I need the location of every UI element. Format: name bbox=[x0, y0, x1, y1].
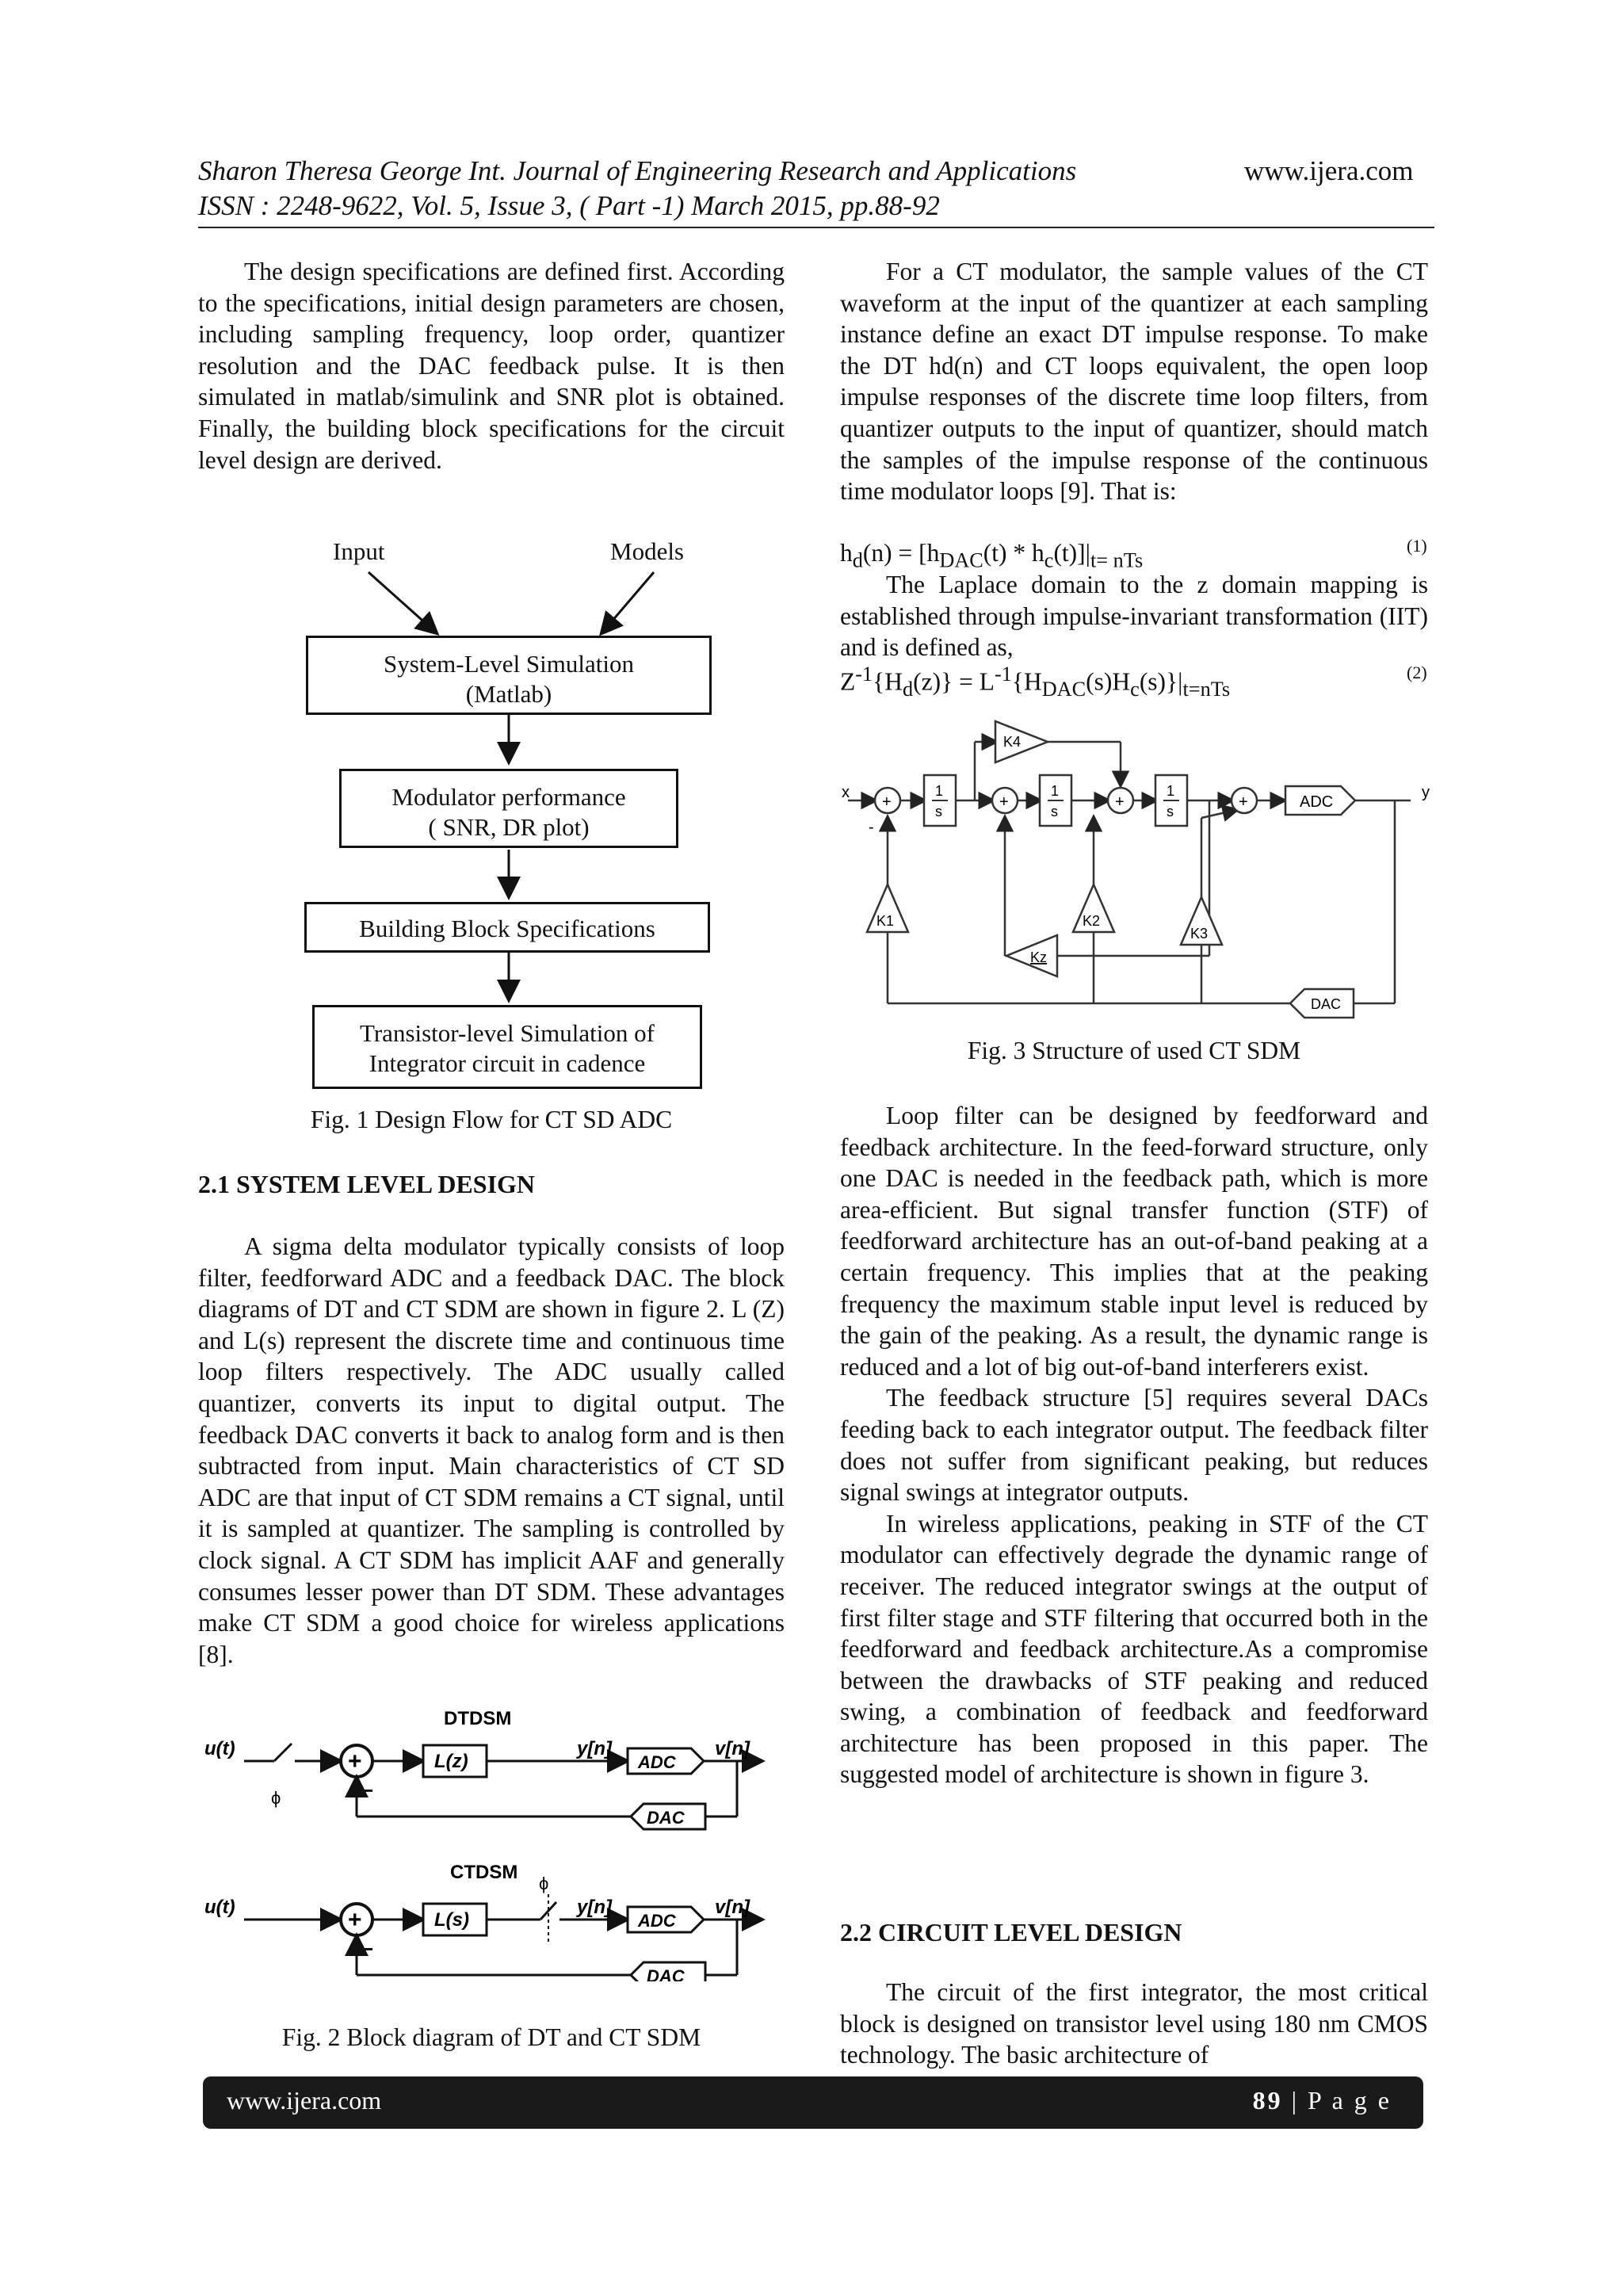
right-paragraph-5: In wireless applications, peaking in STF of the CT modulator can effectively degrade the dynamic range of receiver. The reduced integrator swings at the output of first filter stage and STF filtering that occurred both in the feedforward and feedback architecture.As a compromise between the drawbacks of STF peaking and reduced swing, a combination of feedback and feedforward architecture has been proposed in this paper. The suggested model of architecture is shown in figure 3. bbox=[840, 1509, 1428, 1789]
fig2-dt-minus: − bbox=[361, 1778, 374, 1802]
fig1-input-label: Input bbox=[333, 537, 385, 565]
fig3-k4-label: K4 bbox=[1003, 734, 1022, 750]
fig3-k1-label: K1 bbox=[876, 913, 895, 929]
equation-1-number: (1) bbox=[1407, 536, 1427, 556]
fig3-int1-den: s bbox=[935, 804, 942, 819]
fig1-models-label: Models bbox=[610, 537, 684, 565]
fig2-caption: Fig. 2 Block diagram of DT and CT SDM bbox=[281, 2023, 701, 2051]
footer-page-label: | P a g e bbox=[1282, 2086, 1392, 2115]
journal-title: Sharon Theresa George Int. Journal of Engineering Research and Applications bbox=[198, 155, 1077, 186]
fig2-dt-plus: + bbox=[348, 1748, 362, 1775]
fig2-dt-phi: ϕ bbox=[271, 1788, 281, 1808]
fig1-box2-line1: Modulator performance bbox=[391, 783, 626, 811]
fig3-int1-num: 1 bbox=[935, 783, 944, 799]
fig3-k3-label: K3 bbox=[1190, 926, 1209, 942]
fig2-ct-adc-label: ADC bbox=[638, 1911, 676, 1931]
fig2-dt-yn: y[n] bbox=[577, 1738, 612, 1759]
right-top bbox=[840, 256, 1428, 507]
fig2-ct-u: u(t) bbox=[204, 1897, 235, 1918]
fig2-dt-adc-label: ADC bbox=[638, 1752, 676, 1772]
fig1-box1-line1: System-Level Simulation bbox=[384, 650, 634, 678]
fig1-box4-line1: Transistor-level Simulation of bbox=[360, 1019, 655, 1047]
right-circuit bbox=[840, 1977, 1428, 2071]
header-rule bbox=[198, 227, 1434, 228]
fig2-ct-title: CTDSM bbox=[450, 1862, 518, 1883]
fig3-minus-1: - bbox=[869, 819, 874, 836]
fig2-dt-title: DTDSM bbox=[444, 1708, 512, 1729]
fig3-caption: Fig. 3 Structure of used CT SDM bbox=[967, 1037, 1301, 1064]
footer-site[interactable]: www.ijera.com bbox=[227, 2086, 382, 2115]
fig1-box1-line2: (Matlab) bbox=[465, 680, 552, 708]
fig1-box4-line2: Integrator circuit in cadence bbox=[369, 1049, 646, 1077]
left-body bbox=[198, 1231, 785, 1670]
journal-site[interactable]: www.ijera.com bbox=[1244, 155, 1414, 186]
right-paragraph-6: The circuit of the first integrator, the most critical block is designed on transistor level using 180 nm CMOS technology. The basic architecture of bbox=[840, 1978, 1428, 2069]
equation-2-number: (2) bbox=[1407, 663, 1427, 682]
right-body bbox=[840, 1100, 1428, 1790]
fig3-x: x bbox=[842, 784, 850, 801]
fig1-box-building-block bbox=[304, 902, 710, 953]
fig2-diagram bbox=[198, 1704, 785, 1981]
intro-paragraph: The design specifications are defined first. According to the specifications, initial design parameters are chosen, including sampling frequency, loop order, quantizer resolution and the DAC feedback pulse. It is then simulated in matlab/simulink and SNR plot is obtained. Finally, the building block specifications for the circuit level design are derived. bbox=[198, 258, 785, 474]
fig2-dt-vn: v[n] bbox=[715, 1738, 750, 1759]
journal-issn: ISSN : 2248-9622, Vol. 5, Issue 3, ( Part -1) March 2015, pp.88-92 bbox=[198, 190, 940, 221]
fig2-dt-dac-label: DAC bbox=[647, 1808, 685, 1828]
fig2-dt-switch bbox=[274, 1744, 292, 1761]
fig3-plus-3: + bbox=[1115, 793, 1125, 811]
right-paragraph-1: For a CT modulator, the sample values of the CT waveform at the input of the quantizer at each sampling instance define an exact DT impulse response. To make the DT hd(n) and CT loops equivalent, the open loop impulse responses of the discrete time loop filters, from quantizer outputs to the input of quantizer, should match the samples of the impulse response of the continuous time modulator loops [9]. That is: bbox=[840, 258, 1428, 506]
fig1-box-system-sim bbox=[306, 636, 712, 715]
fig3-plus-1: + bbox=[882, 793, 892, 811]
right-paragraph-3: Loop filter can be designed by feedforward and feedback architecture. In the feed-forward structure, only one DAC is needed in the feedback path, which is more area-efficient. But signal transfer function (STF) of feedforward architecture has an out-of-band peaking at a certain frequency. This implies that at the peaking frequency the maximum stable input level is reduced by the gain of the peaking. As a result, the dynamic range is reduced and a lot of big out-of-band interferers exist. bbox=[840, 1102, 1428, 1381]
footer-page-number: 89 bbox=[1252, 2086, 1283, 2115]
fig2-ct-phi: ϕ bbox=[539, 1874, 549, 1893]
fig2-ct-vn: v[n] bbox=[715, 1897, 750, 1918]
fig2-ct-ls: L(s) bbox=[434, 1909, 469, 1931]
fig2-dt-lz: L(z) bbox=[434, 1751, 468, 1772]
fig2-ct-plus: + bbox=[348, 1907, 362, 1933]
fig3-y: y bbox=[1422, 784, 1430, 801]
fig2-ct-switch bbox=[540, 1902, 556, 1920]
section-heading-2-2: 2.2 CIRCUIT LEVEL DESIGN bbox=[840, 1918, 1182, 1946]
fig1-box3-line1: Building Block Specifications bbox=[359, 915, 655, 942]
fig3-kz-label: Kz bbox=[1030, 949, 1048, 965]
page-footer bbox=[203, 2076, 1423, 2129]
fig2-dt-u: u(t) bbox=[204, 1738, 235, 1759]
section-heading-2-1: 2.1 SYSTEM LEVEL DESIGN bbox=[198, 1170, 536, 1198]
fig3-plus-2: + bbox=[999, 793, 1009, 811]
fig2-ct-minus: − bbox=[361, 1937, 374, 1961]
system-level-paragraph: A sigma delta modulator typically consists of loop filter, feedforward ADC and a feedback DAC. The block diagrams of DT and CT SDM are shown in figure 2. L (Z) and L(s) represent the discrete time and continuous time loop filters respectively. The ADC usually called quantizer, converts its input to digital output. The feedback DAC converts it back to analog form and is then subtracted from input. Main characteristics of CT SD ADC are that input of CT SDM remains a CT signal, until it is sampled at quantizer. The sampling is controlled by clock signal. A CT SDM has implicit AAF and generally consumes lesser power than DT SDM. These advantages make CT SDM a good choice for wireless applications [8]. bbox=[198, 1232, 785, 1668]
fig3-int2-den: s bbox=[1051, 804, 1058, 819]
fig1-arrow-models bbox=[602, 572, 654, 632]
fig3-k2-label: K2 bbox=[1083, 913, 1101, 929]
fig2-ct-dac-label: DAC bbox=[647, 1966, 685, 1981]
fig3-int3-num: 1 bbox=[1167, 783, 1175, 799]
footer-page bbox=[1253, 2086, 1392, 2115]
left-intro bbox=[198, 256, 785, 476]
fig1-box-modulator-perf bbox=[339, 769, 678, 848]
right-paragraph-4: The feedback structure [5] requires several DACs feeding back to each integrator output. The feedback filter does not suffer from significant peaking, but reduces signal swings at integrator outputs. bbox=[840, 1384, 1428, 1507]
equation-1: $h_d(n) = [h_{DAC}(t) * h_c(t)]|_{t= nTs}$ bbox=[840, 539, 1144, 572]
equation-2: $Z^{-1}\{H_d(z)\} = L^{-1}\{H_{DAC}(s)H_c(s)\}|_{t=nTs}$ bbox=[840, 663, 1231, 701]
fig1-box2-line2: ( SNR, DR plot) bbox=[428, 813, 590, 841]
fig1-box-transistor-sim bbox=[312, 1005, 702, 1089]
fig3-int3-den: s bbox=[1167, 804, 1174, 819]
right-paragraph-2: The Laplace domain to the z domain mapping is established through impulse-invariant transformation (IIT) and is defined as, bbox=[840, 571, 1428, 662]
fig1-arrow-input bbox=[369, 572, 436, 632]
fig3-plus-4: + bbox=[1239, 793, 1248, 811]
fig3-diagram bbox=[840, 697, 1442, 1030]
fig3-adc-label: ADC bbox=[1300, 793, 1334, 811]
fig2-ct-yn: y[n] bbox=[577, 1897, 612, 1918]
fig3-int2-num: 1 bbox=[1051, 783, 1060, 799]
fig1-caption: Fig. 1 Design Flow for CT SD ADC bbox=[310, 1106, 673, 1133]
fig3-dac-label: DAC bbox=[1311, 996, 1342, 1012]
right-iit bbox=[840, 569, 1428, 663]
